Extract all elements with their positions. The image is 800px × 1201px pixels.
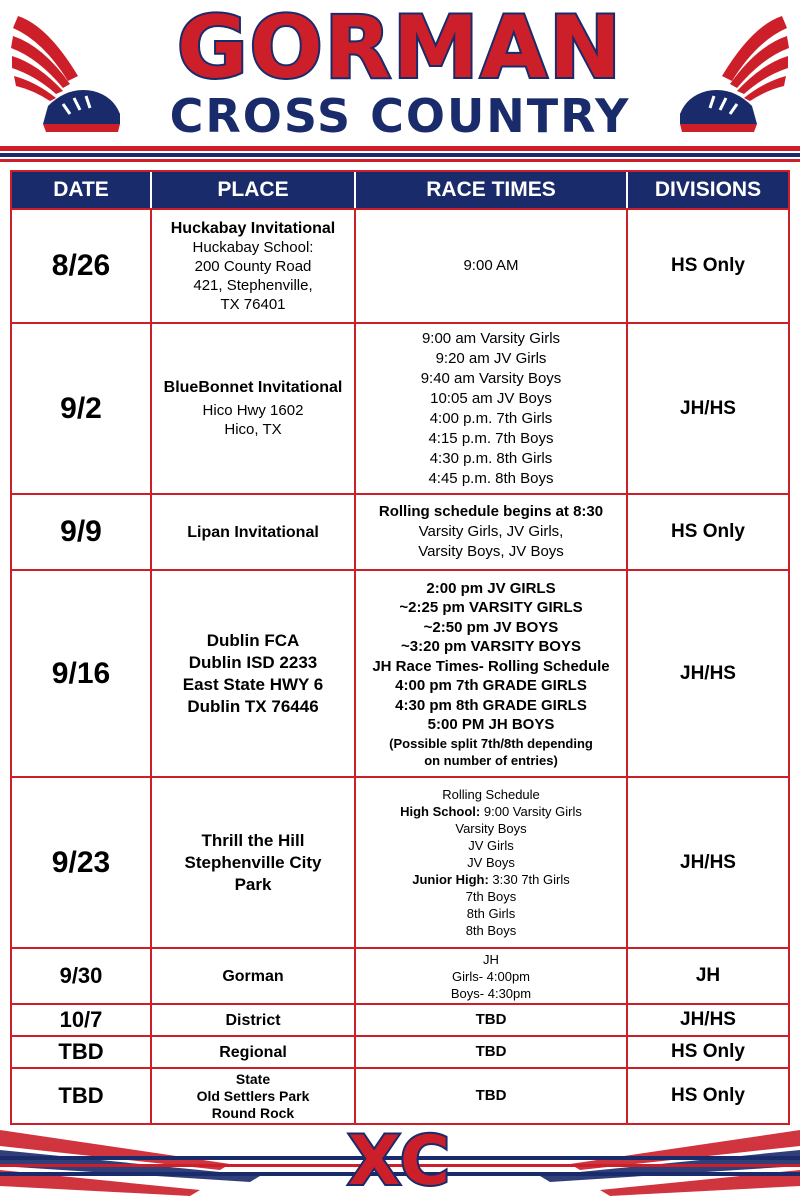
column-header-race-times: RACE TIMES (354, 172, 626, 208)
race-place (150, 495, 354, 569)
time-line: 4:45 p.m. 8th Boys (428, 469, 554, 487)
race-times (354, 778, 626, 947)
schedule-table (10, 170, 790, 1125)
race-place (150, 1037, 354, 1067)
race-times (354, 210, 626, 322)
time-line: 4:30 pm 8th GRADE GIRLS (395, 696, 587, 714)
race-date: 9/30 (59, 963, 103, 988)
time-line: 9:20 am JV Girls (435, 349, 547, 367)
race-division: HS Only (626, 495, 788, 569)
column-header-place: PLACE (150, 172, 354, 208)
place-line: Dublin TX 76446 (187, 696, 319, 716)
place-line: Dublin ISD 2233 (188, 652, 318, 672)
place-line: Huckabay School: (192, 238, 314, 256)
time-line: Varsity Boys (455, 821, 527, 836)
time-line: 4:30 p.m. 8th Girls (429, 449, 553, 467)
race-date: 9/9 (60, 515, 102, 548)
race-date: 10/7 (59, 1007, 103, 1032)
race-date: 9/23 (51, 845, 111, 879)
table-row (12, 208, 788, 322)
header-stripe (0, 159, 800, 162)
time-line: ~2:25 pm VARSITY GIRLS (399, 599, 583, 616)
time-line: 5:00 PM JH BOYS (427, 716, 555, 733)
time-line (412, 871, 569, 888)
hs-first: 9:00 Varsity Girls (480, 804, 582, 819)
race-division: JH/HS (626, 324, 788, 493)
poster-header (0, 0, 800, 170)
table-row (12, 776, 788, 947)
race-times (354, 949, 626, 1003)
place-line: TX 76401 (220, 295, 286, 313)
jh-label: Junior High: (412, 872, 489, 887)
time-note: (Possible split 7th/8th depending (389, 735, 593, 751)
place-line: 421, Stephenville, (193, 276, 313, 294)
column-header-divisions: DIVISIONS (626, 172, 788, 208)
race-place (150, 571, 354, 776)
time-line: ~2:50 pm JV BOYS (423, 618, 559, 636)
time-line: 10:05 am JV Boys (430, 389, 552, 407)
header-stripe (0, 146, 800, 151)
time-line: JV Boys (467, 855, 515, 870)
time-line: 9:00 AM (463, 257, 519, 274)
place-line: Gorman (222, 967, 284, 985)
race-date: 9/2 (60, 391, 102, 425)
time-line: 4:15 p.m. 7th Boys (428, 429, 554, 447)
header-stripe (0, 153, 800, 157)
time-line: 7th Boys (465, 889, 517, 904)
time-line: JH Race Times- Rolling Schedule (372, 657, 610, 675)
jh-first: 3:30 7th Girls (488, 872, 570, 887)
xc-logo: XC (348, 1122, 452, 1201)
time-line: TBD (475, 1043, 507, 1060)
place-line: Park (234, 874, 272, 894)
page-subtitle: CROSS COUNTRY (169, 89, 631, 143)
race-division: HS Only (626, 210, 788, 322)
race-times (354, 1069, 626, 1123)
time-line: Varsity Boys, JV Boys (418, 543, 564, 560)
time-line: Rolling schedule begins at 8:30 (378, 503, 604, 520)
race-date: 9/16 (51, 656, 111, 690)
race-division: JH/HS (626, 778, 788, 947)
place-line: Dublin FCA (206, 630, 300, 650)
time-line: Boys- 4:30pm (450, 985, 532, 1001)
place-line: Old Settlers Park (196, 1087, 310, 1104)
place-line: Hico Hwy 1602 (202, 402, 304, 419)
time-line: 9:40 am Varsity Boys (420, 369, 562, 387)
column-header-date: DATE (53, 178, 109, 201)
table-row (12, 569, 788, 776)
place-line: Hico, TX (224, 421, 282, 438)
time-line: 8th Boys (465, 923, 517, 938)
time-note: on number of entries) (424, 752, 558, 768)
place-line: State (235, 1070, 271, 1087)
time-line (400, 803, 582, 820)
race-date: 8/26 (51, 249, 111, 282)
race-place (150, 210, 354, 322)
place-line: Stephenville City (184, 852, 322, 872)
race-place (150, 949, 354, 1003)
time-line: 8th Girls (466, 906, 516, 921)
time-line: JV Girls (468, 838, 514, 853)
race-date: TBD (58, 1083, 104, 1108)
race-division: HS Only (626, 1069, 788, 1123)
table-row (12, 1035, 788, 1067)
table-row (12, 1067, 788, 1123)
race-date: TBD (58, 1039, 104, 1064)
race-times (354, 1037, 626, 1067)
time-line: Rolling Schedule (442, 787, 540, 802)
time-line: TBD (475, 1011, 507, 1028)
table-row (12, 1003, 788, 1035)
hs-label: High School: (400, 804, 481, 819)
table-row (12, 322, 788, 493)
time-line: JH (483, 951, 499, 967)
time-line: 2:00 pm JV GIRLS (426, 579, 556, 597)
place-line: East State HWY 6 (182, 674, 324, 694)
time-line: 4:00 pm 7th GRADE GIRLS (395, 677, 587, 694)
place-name: Lipan Invitational (187, 523, 319, 541)
place-line: Thrill the Hill (201, 830, 305, 850)
time-line: Girls- 4:00pm (451, 968, 531, 984)
race-division: JH (626, 949, 788, 1003)
race-division: HS Only (626, 1037, 788, 1067)
race-place (150, 1069, 354, 1123)
time-line: Varsity Girls, JV Girls, (418, 523, 564, 540)
time-line: 9:00 am Varsity Girls (421, 329, 561, 347)
race-division: JH/HS (626, 571, 788, 776)
place-name: BlueBonnet Invitational (163, 379, 343, 396)
table-row (12, 493, 788, 569)
race-place (150, 1005, 354, 1035)
race-division: JH/HS (626, 1005, 788, 1035)
race-times (354, 1005, 626, 1035)
place-line: 200 County Road (194, 257, 312, 275)
table-row (12, 947, 788, 1003)
time-line: ~3:20 pm VARSITY BOYS (401, 638, 581, 655)
table-header-row (12, 172, 788, 208)
place-name: Huckabay Invitational (170, 219, 336, 237)
time-line: TBD (475, 1087, 507, 1104)
time-line: 4:00 p.m. 7th Girls (429, 409, 553, 427)
place-line: Regional (219, 1043, 287, 1061)
race-times (354, 324, 626, 493)
place-line: District (225, 1011, 281, 1029)
race-times (354, 495, 626, 569)
race-place (150, 324, 354, 493)
page-title: GORMAN (176, 0, 624, 98)
place-line: Round Rock (211, 1104, 295, 1121)
race-place (150, 778, 354, 947)
race-times (354, 571, 626, 776)
